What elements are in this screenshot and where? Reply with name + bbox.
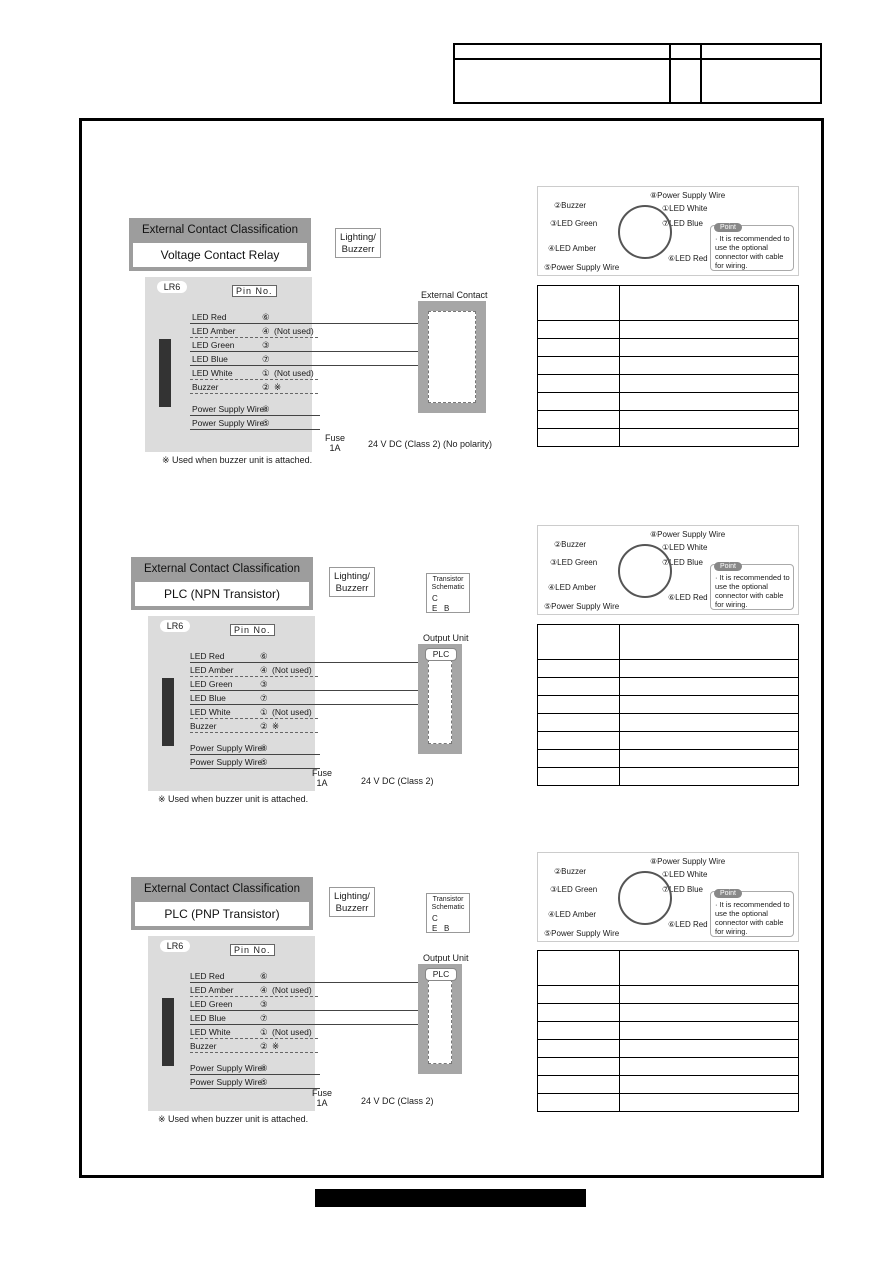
wire-line (190, 337, 318, 338)
table-cell (538, 286, 620, 321)
table-cell (620, 732, 799, 750)
table-cell (538, 321, 620, 339)
wire-line (318, 662, 430, 663)
pin-row-name: LED White (190, 707, 231, 717)
pin-row-name: Buzzer (192, 382, 219, 392)
table-cell (620, 1004, 799, 1022)
table-row (538, 660, 799, 678)
table-cell (538, 696, 620, 714)
pin-row-name: LED Amber (192, 326, 236, 336)
wire-line (190, 1088, 320, 1089)
point-tag: Point (714, 562, 742, 571)
plc-label: PLC (425, 968, 457, 981)
pin-row-name: Power Supply Wire (192, 404, 265, 414)
table-row (538, 768, 799, 786)
pin-row-number: ③ (262, 340, 270, 350)
connector-label-green: ③LED Green (550, 558, 598, 567)
table-cell (538, 357, 620, 375)
lighting-buzzer-tag: Lighting/ Buzzerr (335, 228, 381, 258)
table-cell (620, 429, 799, 447)
table-row (538, 375, 799, 393)
table-cell (620, 750, 799, 768)
pin-row-number: ② (260, 721, 268, 731)
connector-label-blue: ⑦LED Blue (662, 219, 703, 228)
classification-value: PLC (NPN Transistor) (135, 582, 309, 606)
table-row (538, 1040, 799, 1058)
table-cell (538, 678, 620, 696)
lr6-title: LR6 (157, 281, 187, 293)
pin-row-name: LED Red (192, 312, 227, 322)
pin-row-number: ⑦ (260, 1013, 268, 1023)
connector-diagram (537, 852, 799, 942)
table-cell (620, 339, 799, 357)
wire-line (190, 1074, 320, 1075)
table-cell (620, 768, 799, 786)
table-row (538, 1058, 799, 1076)
table-cell (538, 393, 620, 411)
wire-line (190, 393, 318, 394)
pin-row-name: LED Blue (190, 693, 226, 703)
fuse-label: Fuse 1A (312, 768, 333, 788)
signal-tower-icon (162, 998, 174, 1066)
connector-label-power8: ⑧Power Supply Wire (650, 857, 726, 866)
table-row (538, 339, 799, 357)
wire-line (318, 365, 430, 366)
point-note (710, 891, 794, 937)
table-cell (538, 986, 620, 1004)
lighting-buzzer-tag: Lighting/ Buzzerr (329, 567, 375, 597)
pin-row-number: ⑧ (262, 404, 270, 414)
pin-row-number: ⑧ (260, 1063, 268, 1073)
pin-row-name: LED Blue (190, 1013, 226, 1023)
wire-line (190, 1010, 318, 1011)
pin-row-name: Power Supply Wire (190, 743, 263, 753)
table-row (538, 286, 799, 321)
classification-title: External Contact Classification (144, 563, 300, 575)
connector-label-white: ①LED White (662, 870, 708, 879)
buzzer-note: ※ Used when buzzer unit is attached. (158, 1114, 309, 1124)
connector-label-white: ①LED White (662, 204, 708, 213)
table-cell (538, 768, 620, 786)
table-cell (538, 625, 620, 660)
pin-row-name: Power Supply Wire (190, 757, 263, 767)
wire-line (318, 323, 430, 324)
pin-row-number: ④ (260, 985, 268, 995)
connector-label-amber: ④LED Amber (548, 583, 597, 592)
point-note (710, 564, 794, 610)
pin-row-number: ⑤ (262, 418, 270, 428)
signal-tower-icon (159, 339, 171, 407)
wire-line (190, 1038, 318, 1039)
connector-label-power8: ⑧Power Supply Wire (650, 191, 726, 200)
table-cell (538, 1076, 620, 1094)
pin-row-note: (Not used) (274, 368, 314, 378)
wire-line (190, 982, 318, 983)
table-cell (538, 375, 620, 393)
point-tag: Point (714, 889, 742, 898)
connector-label-power8: ⑧Power Supply Wire (650, 530, 726, 539)
wire-line (190, 690, 318, 691)
pin-no-label: Pin No. (230, 624, 275, 636)
pin-row-number: ⑦ (262, 354, 270, 364)
table-cell (538, 951, 620, 986)
table-cell (620, 714, 799, 732)
pin-row-number: ⑤ (260, 757, 268, 767)
table-cell (620, 321, 799, 339)
table-cell (620, 951, 799, 986)
power-supply-label: 24 V DC (Class 2) (361, 1096, 434, 1106)
pin-row-number: ⑤ (260, 1077, 268, 1087)
pin-row-name: LED Green (190, 999, 233, 1009)
table-row (538, 732, 799, 750)
point-text: · It is recommended to use the optional connector with cable for wiring. (715, 900, 790, 936)
pin-row-number: ⑦ (260, 693, 268, 703)
pin-row-number: ③ (260, 999, 268, 1009)
pin-row-name: LED Red (190, 651, 225, 661)
connector-label-power5: ⑤Power Supply Wire (544, 602, 620, 611)
classification-value: Voltage Contact Relay (133, 243, 307, 267)
table-cell (620, 1040, 799, 1058)
pin-row-number: ⑥ (262, 312, 270, 322)
lr6-title: LR6 (160, 940, 190, 952)
table-row (538, 411, 799, 429)
wire-line (190, 365, 318, 366)
external-unit (418, 301, 486, 413)
pin-row-note: ※ (274, 382, 282, 392)
pin-row-note: (Not used) (272, 1027, 312, 1037)
pin-row-name: LED Blue (192, 354, 228, 364)
external-title: Output Unit (423, 953, 469, 963)
table-row (538, 714, 799, 732)
pin-table (537, 624, 799, 786)
wire-line (190, 415, 320, 416)
pin-row-note: (Not used) (272, 985, 312, 995)
fuse-label: Fuse 1A (312, 1088, 333, 1108)
table-cell (538, 750, 620, 768)
plc-label: PLC (425, 648, 457, 661)
table-cell (620, 286, 799, 321)
pin-row-number: ① (260, 1027, 268, 1037)
wire-line (318, 1010, 430, 1011)
connector-diagram (537, 525, 799, 615)
table-cell (538, 660, 620, 678)
connector-label-green: ③LED Green (550, 219, 598, 228)
table-row (538, 393, 799, 411)
wire-line (190, 732, 318, 733)
table-row (538, 357, 799, 375)
table-cell (620, 1076, 799, 1094)
table-cell (620, 696, 799, 714)
table-cell (620, 1058, 799, 1076)
table-row (538, 696, 799, 714)
connector-label-buzzer: ②Buzzer (554, 201, 587, 210)
classification-title: External Contact Classification (142, 224, 298, 236)
connector-icon (618, 205, 672, 259)
table-cell (538, 411, 620, 429)
table-cell (620, 625, 799, 660)
pin-row-note: (Not used) (272, 665, 312, 675)
wire-line (318, 1024, 430, 1025)
pin-row-name: LED Green (192, 340, 235, 350)
pin-row-name: Buzzer (190, 721, 217, 731)
wire-line (190, 351, 318, 352)
table-cell (620, 375, 799, 393)
pin-row-note: ※ (272, 721, 280, 731)
connector-label-amber: ④LED Amber (548, 910, 597, 919)
table-cell (620, 1022, 799, 1040)
connector-label-white: ①LED White (662, 543, 708, 552)
wire-line (190, 323, 318, 324)
classification-value: PLC (PNP Transistor) (135, 902, 309, 926)
wire-line (190, 768, 320, 769)
pin-row-note: (Not used) (274, 326, 314, 336)
pin-row-number: ⑧ (260, 743, 268, 753)
wire-line (318, 704, 430, 705)
pin-row-number: ④ (262, 326, 270, 336)
external-title: Output Unit (423, 633, 469, 643)
wire-line (318, 351, 430, 352)
pin-row-name: LED Red (190, 971, 225, 981)
wire-line (190, 718, 318, 719)
table-row (538, 951, 799, 986)
point-text: · It is recommended to use the optional connector with cable for wiring. (715, 234, 790, 270)
buzzer-note: ※ Used when buzzer unit is attached. (162, 455, 313, 465)
table-cell (620, 678, 799, 696)
pin-row-number: ⑥ (260, 971, 268, 981)
point-note (710, 225, 794, 271)
power-supply-label: 24 V DC (Class 2) (No polarity) (368, 439, 493, 449)
connector-label-buzzer: ②Buzzer (554, 867, 587, 876)
table-cell (538, 1058, 620, 1076)
external-unit (418, 964, 462, 1074)
wire-line (190, 1024, 318, 1025)
pin-table (537, 285, 799, 447)
footer-bar (315, 1189, 586, 1207)
pin-row-name: LED White (190, 1027, 231, 1037)
pin-row-name: Buzzer (190, 1041, 217, 1051)
table-row (538, 321, 799, 339)
pin-row-name: Power Supply Wire (190, 1077, 263, 1087)
pin-row-number: ② (260, 1041, 268, 1051)
wire-line (190, 676, 318, 677)
fuse-label: Fuse 1A (325, 433, 346, 453)
wire-line (190, 379, 318, 380)
pin-row-note: (Not used) (272, 707, 312, 717)
table-row (538, 1076, 799, 1094)
pin-row-name: Power Supply Wire (192, 418, 265, 428)
table-cell (538, 732, 620, 750)
table-cell (620, 986, 799, 1004)
pin-row-number: ⑥ (260, 651, 268, 661)
connector-label-blue: ⑦LED Blue (662, 558, 703, 567)
connector-icon (618, 871, 672, 925)
table-cell (538, 1004, 620, 1022)
table-row (538, 678, 799, 696)
power-supply-label: 24 V DC (Class 2) (361, 776, 434, 786)
pin-row-name: LED White (192, 368, 233, 378)
signal-tower-icon (162, 678, 174, 746)
pin-row-number: ① (262, 368, 270, 378)
connector-label-blue: ⑦LED Blue (662, 885, 703, 894)
external-title: External Contact (421, 290, 488, 300)
connector-label-power5: ⑤Power Supply Wire (544, 263, 620, 272)
wire-line (190, 662, 318, 663)
pin-row-name: LED Amber (190, 985, 234, 995)
wire-line (190, 1052, 318, 1053)
connector-label-buzzer: ②Buzzer (554, 540, 587, 549)
transistor-schematic: Transistor Schematic C E B (426, 573, 470, 613)
connector-label-amber: ④LED Amber (548, 244, 597, 253)
table-row (538, 1022, 799, 1040)
table-cell (620, 411, 799, 429)
pin-table (537, 950, 799, 1112)
table-row (538, 1004, 799, 1022)
table-row (538, 750, 799, 768)
pin-row-name: Power Supply Wire (190, 1063, 263, 1073)
pin-row-name: LED Green (190, 679, 233, 689)
lighting-buzzer-tag: Lighting/ Buzzerr (329, 887, 375, 917)
table-cell (538, 714, 620, 732)
table-cell (620, 393, 799, 411)
classification-title: External Contact Classification (144, 883, 300, 895)
pin-row-number: ③ (260, 679, 268, 689)
connector-label-power5: ⑤Power Supply Wire (544, 929, 620, 938)
table-cell (538, 1022, 620, 1040)
connector-label-red: ⑥LED Red (668, 593, 708, 602)
wire-line (190, 429, 320, 430)
table-row (538, 625, 799, 660)
transistor-schematic: Transistor Schematic C E B (426, 893, 470, 933)
header-table (453, 43, 822, 104)
wire-line (318, 982, 430, 983)
wire-line (190, 704, 318, 705)
table-row (538, 429, 799, 447)
table-cell (538, 339, 620, 357)
table-cell (538, 429, 620, 447)
classification-box (129, 218, 311, 271)
pin-row-number: ④ (260, 665, 268, 675)
pin-row-name: LED Amber (190, 665, 234, 675)
connector-label-red: ⑥LED Red (668, 254, 708, 263)
wire-line (190, 996, 318, 997)
table-cell (538, 1094, 620, 1112)
point-tag: Point (714, 223, 742, 232)
external-unit (418, 644, 462, 754)
pin-no-label: Pin No. (230, 944, 275, 956)
pin-row-number: ② (262, 382, 270, 392)
connector-diagram (537, 186, 799, 276)
point-text: · It is recommended to use the optional connector with cable for wiring. (715, 573, 790, 609)
wire-line (318, 690, 430, 691)
buzzer-note: ※ Used when buzzer unit is attached. (158, 794, 309, 804)
classification-box (131, 877, 313, 930)
pin-row-note: ※ (272, 1041, 280, 1051)
pin-row-number: ① (260, 707, 268, 717)
table-cell (620, 660, 799, 678)
wire-line (190, 754, 320, 755)
table-cell (538, 1040, 620, 1058)
pin-no-label: Pin No. (232, 285, 277, 297)
table-cell (620, 357, 799, 375)
connector-icon (618, 544, 672, 598)
lr6-title: LR6 (160, 620, 190, 632)
connector-label-red: ⑥LED Red (668, 920, 708, 929)
table-cell (620, 1094, 799, 1112)
classification-box (131, 557, 313, 610)
table-row (538, 986, 799, 1004)
connector-label-green: ③LED Green (550, 885, 598, 894)
table-row (538, 1094, 799, 1112)
